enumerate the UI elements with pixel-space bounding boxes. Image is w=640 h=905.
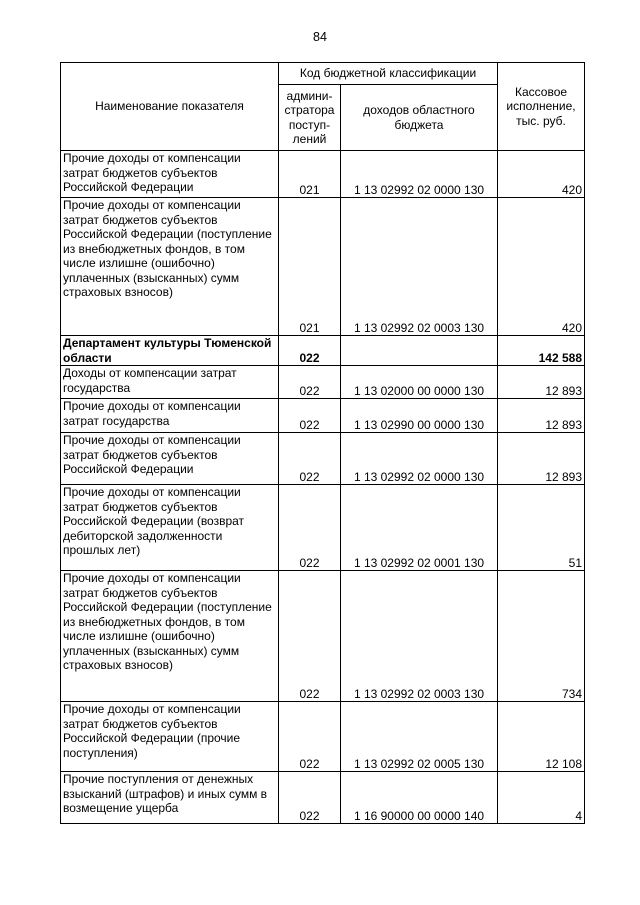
row-amount: 142 588 bbox=[498, 336, 585, 366]
row-budget-code: 1 13 02992 02 0000 130 bbox=[341, 151, 498, 198]
row-admin-code: 022 bbox=[279, 366, 341, 399]
row-admin-code: 022 bbox=[279, 571, 341, 702]
row-amount: 420 bbox=[498, 151, 585, 198]
header-admin: админи-стратора поступ-лений bbox=[279, 85, 341, 151]
header-name: Наименование показателя bbox=[61, 63, 279, 151]
table-row bbox=[61, 336, 585, 366]
row-amount: 4 bbox=[498, 772, 585, 824]
table-row bbox=[61, 366, 585, 399]
row-amount: 12 108 bbox=[498, 702, 585, 772]
table-row bbox=[61, 571, 585, 702]
row-budget-code bbox=[341, 336, 498, 366]
page-number: 84 bbox=[313, 30, 327, 44]
row-admin-code: 022 bbox=[279, 485, 341, 571]
row-name: Прочие доходы от компенсации затрат бюджетов субъектов Российской Федерации bbox=[61, 433, 279, 485]
row-name: Прочие поступления от денежных взысканий (штрафов) и иных сумм в возмещение ущерба bbox=[61, 772, 279, 824]
row-admin-code: 022 bbox=[279, 702, 341, 772]
row-budget-code: 1 13 02992 02 0005 130 bbox=[341, 702, 498, 772]
row-budget-code: 1 16 90000 00 0000 140 bbox=[341, 772, 498, 824]
row-admin-code: 021 bbox=[279, 198, 341, 336]
row-amount: 12 893 bbox=[498, 366, 585, 399]
budget-income-table bbox=[60, 62, 585, 824]
row-amount: 51 bbox=[498, 485, 585, 571]
row-admin-code: 022 bbox=[279, 399, 341, 433]
row-name: Прочие доходы от компенсации затрат бюджетов субъектов Российской Федерации (поступление из внебюджетных фондов, в том числе излишне (ошибочно) уплаченных (взысканных) сумм страховых взносов) bbox=[61, 571, 279, 702]
row-admin-code: 021 bbox=[279, 151, 341, 198]
table-row bbox=[61, 399, 585, 433]
row-budget-code: 1 13 02990 00 0000 130 bbox=[341, 399, 498, 433]
row-amount: 734 bbox=[498, 571, 585, 702]
row-name: Доходы от компенсации затрат государства bbox=[61, 366, 279, 399]
row-amount: 12 893 bbox=[498, 399, 585, 433]
row-budget-code: 1 13 02992 02 0003 130 bbox=[341, 198, 498, 336]
row-name: Департамент культуры Тюменской области bbox=[61, 336, 279, 366]
row-name: Прочие доходы от компенсации затрат бюджетов субъектов Российской Федерации (поступление из внебюджетных фондов, в том числе излишне (ошибочно) уплаченных (взысканных) сумм страховых взносов) bbox=[61, 198, 279, 336]
row-budget-code: 1 13 02992 02 0000 130 bbox=[341, 433, 498, 485]
table-row bbox=[61, 772, 585, 824]
row-amount: 12 893 bbox=[498, 433, 585, 485]
header-amount: Кассовое исполнение, тыс. руб. bbox=[498, 63, 585, 151]
table-row bbox=[61, 151, 585, 198]
row-budget-code: 1 13 02992 02 0001 130 bbox=[341, 485, 498, 571]
row-name: Прочие доходы от компенсации затрат бюджетов субъектов Российской Федерации (возврат дебиторской задолженности прошлых лет) bbox=[61, 485, 279, 571]
header-kbk-group: Код бюджетной классификации bbox=[279, 63, 498, 85]
row-name: Прочие доходы от компенсации затрат государства bbox=[61, 399, 279, 433]
table-row bbox=[61, 702, 585, 772]
row-admin-code: 022 bbox=[279, 772, 341, 824]
row-budget-code: 1 13 02992 02 0003 130 bbox=[341, 571, 498, 702]
row-name: Прочие доходы от компенсации затрат бюджетов субъектов Российской Федерации bbox=[61, 151, 279, 198]
row-amount: 420 bbox=[498, 198, 585, 336]
row-budget-code: 1 13 02000 00 0000 130 bbox=[341, 366, 498, 399]
table-row bbox=[61, 433, 585, 485]
row-admin-code: 022 bbox=[279, 433, 341, 485]
row-name: Прочие доходы от компенсации затрат бюджетов субъектов Российской Федерации (прочие поступления) bbox=[61, 702, 279, 772]
header-income: доходов областного бюджета bbox=[341, 85, 498, 151]
row-admin-code: 022 bbox=[279, 336, 341, 366]
table-row bbox=[61, 485, 585, 571]
table-row bbox=[61, 198, 585, 336]
